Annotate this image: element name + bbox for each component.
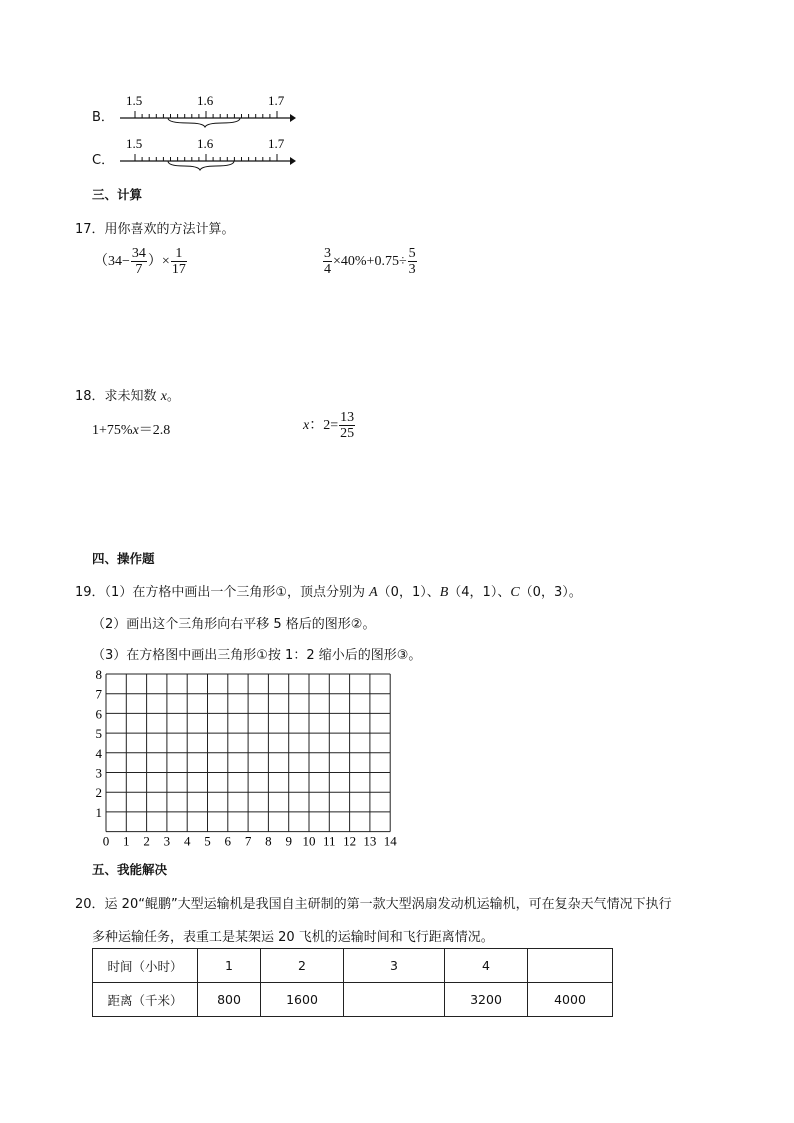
fraction [323, 246, 332, 278]
section-3-title: 三、计算 [92, 187, 143, 202]
x-axis-label: 3 [163, 833, 171, 849]
x-axis-label: 1 [123, 833, 130, 849]
table-row [93, 949, 613, 983]
option-c-label: C． [92, 153, 115, 168]
variable: x [132, 423, 139, 438]
q18-equation-2 [303, 410, 356, 442]
y-axis-label: 2 [95, 785, 102, 801]
numerator: 34 [131, 246, 146, 261]
expr-part: ×40%+0.75÷ [333, 254, 407, 270]
brace [168, 161, 234, 170]
expr-part: ）× [147, 254, 170, 270]
x-axis-label: 5 [204, 833, 211, 849]
fraction [408, 246, 417, 278]
expr-part: ＝2.8 [138, 423, 171, 438]
x-axis-label: 9 [285, 833, 292, 849]
x-axis-label: 4 [183, 833, 191, 849]
y-axis-label: 6 [95, 706, 102, 722]
x-axis-label: 7 [244, 833, 252, 849]
tick-label: 1.6 [197, 93, 214, 108]
tick-label: 1.7 [268, 93, 285, 108]
table-cell: 1 [198, 949, 261, 983]
brace [168, 118, 240, 127]
q17-expression-1 [94, 246, 188, 278]
x-axis-label: 12 [343, 833, 357, 849]
q18-stem [75, 385, 180, 405]
table-cell: 2 [261, 949, 344, 983]
denominator: 4 [324, 262, 331, 278]
q18-stem-text: 18．求未知数 [75, 389, 161, 404]
x-axis-label: 14 [383, 833, 397, 849]
point-name: B [439, 585, 449, 600]
table-cell: 1600 [261, 983, 344, 1017]
table-cell: 4000 [528, 983, 613, 1017]
denominator: 7 [135, 262, 143, 278]
numerator: 13 [340, 410, 355, 425]
y-axis-label: 7 [95, 686, 102, 702]
option-b-label: B． [92, 110, 114, 125]
denominator: 17 [171, 262, 186, 278]
denominator: 25 [340, 426, 355, 442]
y-axis-label: 1 [95, 804, 102, 820]
table-cell: 800 [198, 983, 261, 1017]
x-axis-label: 2 [143, 833, 150, 849]
q17-stem: 17．用你喜欢的方法计算。 [75, 222, 235, 237]
fraction [131, 246, 147, 278]
numerator: 3 [324, 246, 331, 261]
table-cell [528, 949, 613, 983]
fraction [339, 410, 355, 442]
table-cell: 距离（千米） [93, 983, 198, 1017]
section-4-title: 四、操作题 [92, 551, 155, 566]
coordinate: （0，1）、 [377, 585, 440, 600]
q19-line-3: （3）在方格图中画出三角形①按 1：2 缩小后的图形③。 [92, 648, 422, 663]
x-axis-label: 8 [265, 833, 272, 849]
x-axis-label: 0 [102, 833, 110, 849]
q19-text: 19．（1）在方格中画出一个三角形①，顶点分别为 [75, 585, 370, 600]
tick-label: 1.7 [268, 136, 285, 151]
number-line-c [118, 135, 298, 175]
variable: x [160, 389, 167, 404]
q20-line-1: 20．运 20“鲲鹏”大型运输机是我国自主研制的第一款大型涡扇发动机运输机，可在复杂天气情况下执行 [75, 897, 672, 912]
q18-equation-1 [92, 419, 170, 439]
coordinate-grid [88, 668, 398, 854]
tick-label: 1.5 [126, 136, 143, 151]
expr-part: ：2= [309, 418, 339, 434]
numerator: 1 [171, 246, 187, 262]
table-cell [344, 983, 445, 1017]
x-axis-label: 13 [363, 833, 377, 849]
q20-line-2: 多种运输任务，表重工是某架运 20 飞机的运输时间和飞行距离情况。 [92, 930, 494, 945]
table-row [93, 983, 613, 1017]
x-axis-label: 6 [224, 833, 232, 849]
q19-line-1 [75, 581, 582, 601]
coordinate: （4，1）、 [448, 585, 511, 600]
expr-part: （34− [94, 254, 130, 270]
denominator: 3 [408, 262, 416, 278]
table-cell: 3200 [445, 983, 528, 1017]
q17-expression-2 [322, 246, 418, 278]
table-cell: 3 [344, 949, 445, 983]
q19-line-2: （2）画出这个三角形向右平移 5 格后的图形②。 [92, 617, 376, 632]
number-line-ticks [120, 111, 296, 122]
y-axis-label: 5 [95, 726, 102, 742]
x-axis-label: 11 [323, 833, 336, 849]
expr-part: 1+75% [92, 423, 133, 438]
tick-label: 1.5 [126, 93, 143, 108]
point-name: C [510, 585, 520, 600]
table-cell: 时间（小时） [93, 949, 198, 983]
time-distance-table [92, 948, 613, 1017]
fraction [171, 246, 187, 278]
number-line-ticks [120, 154, 296, 165]
section-5-title: 五、我能解决 [92, 862, 168, 877]
q18-stem-end: 。 [166, 389, 180, 404]
tick-label: 1.6 [197, 136, 214, 151]
axis-arrow [290, 114, 296, 122]
x-axis-label: 10 [302, 833, 316, 849]
number-line-b [118, 92, 298, 132]
y-axis-label: 4 [95, 745, 102, 761]
variable: x [303, 418, 310, 434]
table-cell: 4 [445, 949, 528, 983]
y-axis-label: 3 [95, 765, 102, 781]
y-axis-label: 8 [95, 668, 102, 682]
point-name: A [369, 585, 378, 600]
axis-arrow [290, 157, 296, 165]
numerator: 5 [408, 246, 416, 261]
coordinate: （0，3）。 [519, 585, 582, 600]
